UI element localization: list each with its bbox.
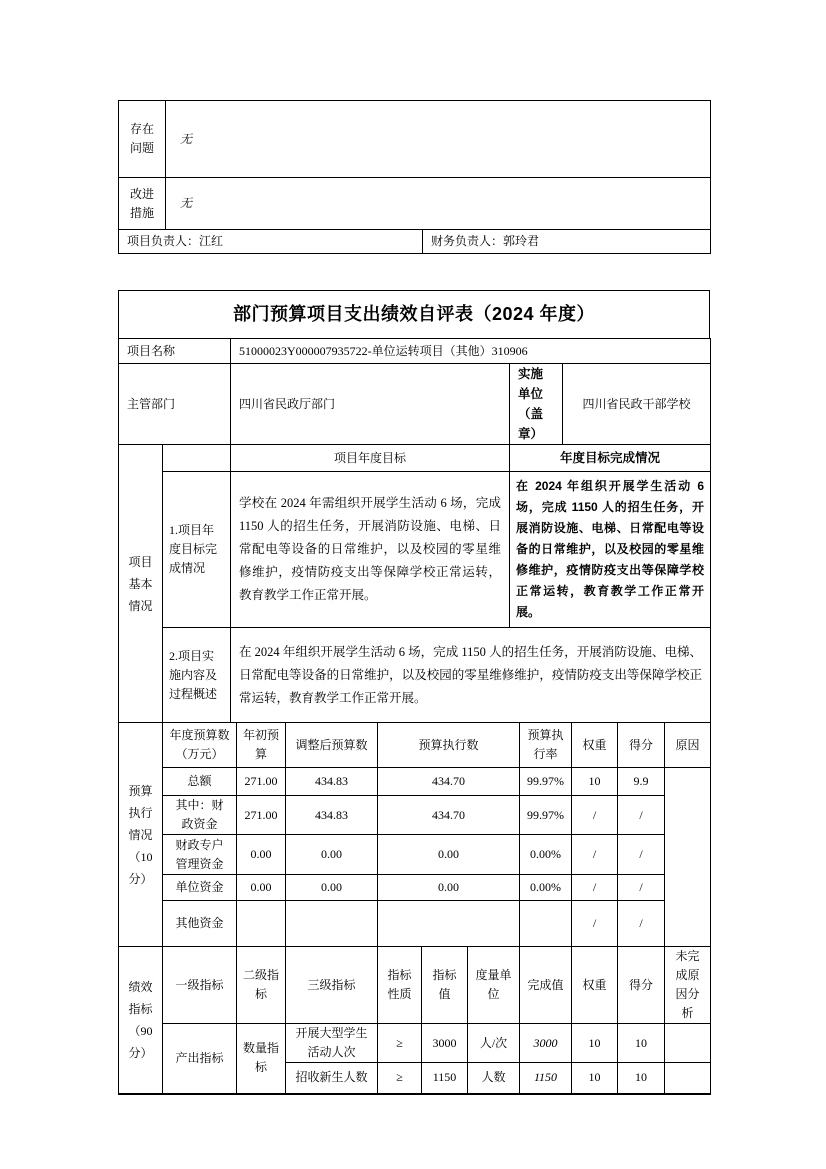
- budget-unit-executed: 0.00: [378, 875, 520, 901]
- budget-special-executed: 0.00: [378, 835, 520, 875]
- ind-level2-value: 数量指标: [237, 1024, 286, 1094]
- managers-row: [119, 230, 711, 254]
- budget-fiscal-label: 其中：财政资金: [163, 796, 237, 835]
- budget-total-executed: 434.70: [378, 768, 520, 796]
- ind-activity-reason: [665, 1024, 711, 1063]
- previous-page-table: [118, 100, 711, 254]
- budget-row-fiscal: [119, 796, 711, 835]
- budget-unit-initial: 0.00: [237, 875, 286, 901]
- budget-special-score: /: [618, 835, 665, 875]
- budget-other-label: 其他资金: [163, 901, 237, 947]
- title-section: [118, 290, 710, 339]
- budget-fiscal-adjusted: 434.83: [286, 796, 378, 835]
- budget-fiscal-initial: 271.00: [237, 796, 286, 835]
- ind-activity-completed: 3000: [520, 1024, 572, 1063]
- measures-row: [119, 178, 711, 230]
- ind-activity-nature: ≥: [378, 1024, 422, 1063]
- implementer-label: 实施单位（盖章）: [510, 364, 563, 445]
- measures-label: 改进措施: [119, 178, 166, 230]
- budget-header-weight: 权重: [572, 723, 618, 768]
- indicator-row-activity: [119, 1024, 711, 1063]
- budget-other-rate: [520, 901, 572, 947]
- budget-total-rate: 99.97%: [520, 768, 572, 796]
- budget-section-label: 预算执行情况（10分）: [119, 723, 163, 947]
- ind-header-reason: 未完成原因分析: [665, 947, 711, 1024]
- indicators-section: [118, 946, 711, 1095]
- budget-total-label: 总额: [163, 768, 237, 796]
- budget-special-adjusted: 0.00: [286, 835, 378, 875]
- ind-enroll-score: 10: [618, 1063, 665, 1094]
- goal-completion-header: 年度目标完成情况: [510, 445, 711, 472]
- budget-header-row: [119, 723, 711, 768]
- budget-row-unit: [119, 875, 711, 901]
- basic-row-2: [119, 628, 711, 723]
- ind-activity-target: 3000: [422, 1024, 468, 1063]
- budget-reason-cell: [665, 768, 711, 947]
- supervisor-row: [119, 364, 711, 445]
- annual-goal-text: 学校在 2024 年需组织开展学生活动 6 场，完成 1150 人的招生任务，开展消防设施、电梯、日常配电等设备的日常维护，以及校园的零星维修维护，疫情防疫支出等保障学校正常运转，教育教学工作正常开展。: [231, 472, 510, 628]
- basic-row2-label: 2.项目实施内容及过程概述: [163, 628, 231, 723]
- ind-level1-value: 产出指标: [163, 1024, 237, 1094]
- ind-header-unit: 度量单位: [468, 947, 520, 1024]
- budget-header-rate: 预算执行率: [520, 723, 572, 768]
- ind-header-nature: 指标性质: [378, 947, 422, 1024]
- basic-row1-label: 1.项目年度目标完成情况: [163, 472, 231, 628]
- budget-fiscal-score: /: [618, 796, 665, 835]
- budget-unit-score: /: [618, 875, 665, 901]
- budget-fiscal-rate: 99.97%: [520, 796, 572, 835]
- supervisor-value: 四川省民政厅部门: [231, 364, 510, 445]
- ind-enroll-completed: 1150: [520, 1063, 572, 1094]
- budget-header-initial: 年初预算: [237, 723, 286, 768]
- budget-other-weight: /: [572, 901, 618, 947]
- budget-section: [118, 722, 711, 947]
- ind-enroll-name: 招收新生人数: [286, 1063, 378, 1094]
- managers-table: [118, 229, 711, 254]
- project-name-value: 51000023Y000007935722-单位运转项目（其他）310906: [231, 339, 711, 364]
- title-row: [119, 291, 710, 339]
- budget-other-adjusted: [286, 901, 378, 947]
- implementation-text: 在 2024 年组织开展学生活动 6 场，完成 1150 人的招生任务，开展消防设施、电梯、日常配电等设备的日常维护，以及校园的零星维修维护，疫情防疫支出等保障学校正常运转，教育教学工作正常开展。: [231, 628, 711, 723]
- annual-goal-header: 项目年度目标: [231, 445, 510, 472]
- goal-completion-text: 在 2024 年组织开展学生活动 6 场，完成 1150 人的招生任务，开展消防设施、电梯、日常配电等设备的日常维护，以及校园的零星维修维护，疫情防疫支出等保障学校正常运转，教育教学工作正常开展。: [510, 472, 711, 628]
- ind-enroll-unit: 人数: [468, 1063, 520, 1094]
- budget-row-total: [119, 768, 711, 796]
- budget-unit-weight: /: [572, 875, 618, 901]
- budget-special-rate: 0.00%: [520, 835, 572, 875]
- budget-fiscal-executed: 434.70: [378, 796, 520, 835]
- ind-activity-score: 10: [618, 1024, 665, 1063]
- ind-header-completed: 完成值: [520, 947, 572, 1024]
- issues-value: 无: [166, 101, 711, 178]
- budget-unit-label: 单位资金: [163, 875, 237, 901]
- supervisor-label: 主管部门: [119, 364, 231, 445]
- finance-manager: 财务负责人：郭玲君: [423, 230, 711, 254]
- ind-activity-weight: 10: [572, 1024, 618, 1063]
- indicators-section-label: 绩效指标（90分）: [119, 947, 163, 1094]
- implementer-value: 四川省民政干部学校: [563, 364, 711, 445]
- budget-special-weight: /: [572, 835, 618, 875]
- ind-header-level3: 三级指标: [286, 947, 378, 1024]
- project-name-label: 项目名称: [119, 339, 231, 364]
- ind-enroll-weight: 10: [572, 1063, 618, 1094]
- budget-unit-adjusted: 0.00: [286, 875, 378, 901]
- issues-label: 存在问题: [119, 101, 166, 178]
- budget-other-score: /: [618, 901, 665, 947]
- budget-unit-rate: 0.00%: [520, 875, 572, 901]
- basic-header-row: [119, 445, 711, 472]
- budget-total-initial: 271.00: [237, 768, 286, 796]
- budget-other-executed: [378, 901, 520, 947]
- budget-total-score: 9.9: [618, 768, 665, 796]
- self-evaluation-table: [118, 290, 711, 1095]
- project-name-section: [118, 338, 711, 364]
- ind-enroll-reason: [665, 1063, 711, 1094]
- budget-total-adjusted: 434.83: [286, 768, 378, 796]
- budget-row-other: [119, 901, 711, 947]
- budget-special-initial: 0.00: [237, 835, 286, 875]
- budget-header-reason: 原因: [665, 723, 711, 768]
- budget-fiscal-weight: /: [572, 796, 618, 835]
- indicators-header-row: [119, 947, 711, 1024]
- project-name-row: [119, 339, 711, 364]
- budget-other-initial: [237, 901, 286, 947]
- measures-value: 无: [166, 178, 711, 230]
- supervisor-section: [118, 363, 711, 445]
- budget-header-executed: 预算执行数: [378, 723, 520, 768]
- budget-header-adjusted: 调整后预算数: [286, 723, 378, 768]
- ind-header-target: 指标值: [422, 947, 468, 1024]
- ind-header-weight: 权重: [572, 947, 618, 1024]
- basic-row-1: [119, 472, 711, 628]
- issues-measures-table: [118, 100, 711, 230]
- budget-header-annual: 年度预算数（万元）: [163, 723, 237, 768]
- ind-header-level2: 二级指标: [237, 947, 286, 1024]
- budget-total-weight: 10: [572, 768, 618, 796]
- budget-header-score: 得分: [618, 723, 665, 768]
- ind-enroll-target: 1150: [422, 1063, 468, 1094]
- ind-activity-name: 开展大型学生活动人次: [286, 1024, 378, 1063]
- basic-info-section: [118, 444, 711, 723]
- empty-cell: [163, 445, 231, 472]
- ind-enroll-nature: ≥: [378, 1063, 422, 1094]
- ind-activity-unit: 人/次: [468, 1024, 520, 1063]
- budget-row-special: [119, 835, 711, 875]
- budget-special-label: 财政专户管理资金: [163, 835, 237, 875]
- issues-row: [119, 101, 711, 178]
- table-title: 部门预算项目支出绩效自评表（2024 年度）: [119, 291, 710, 339]
- ind-header-level1: 一级指标: [163, 947, 237, 1024]
- ind-header-score: 得分: [618, 947, 665, 1024]
- project-manager: 项目负责人：江红: [119, 230, 423, 254]
- basic-section-label: 项目基本情况: [119, 445, 163, 723]
